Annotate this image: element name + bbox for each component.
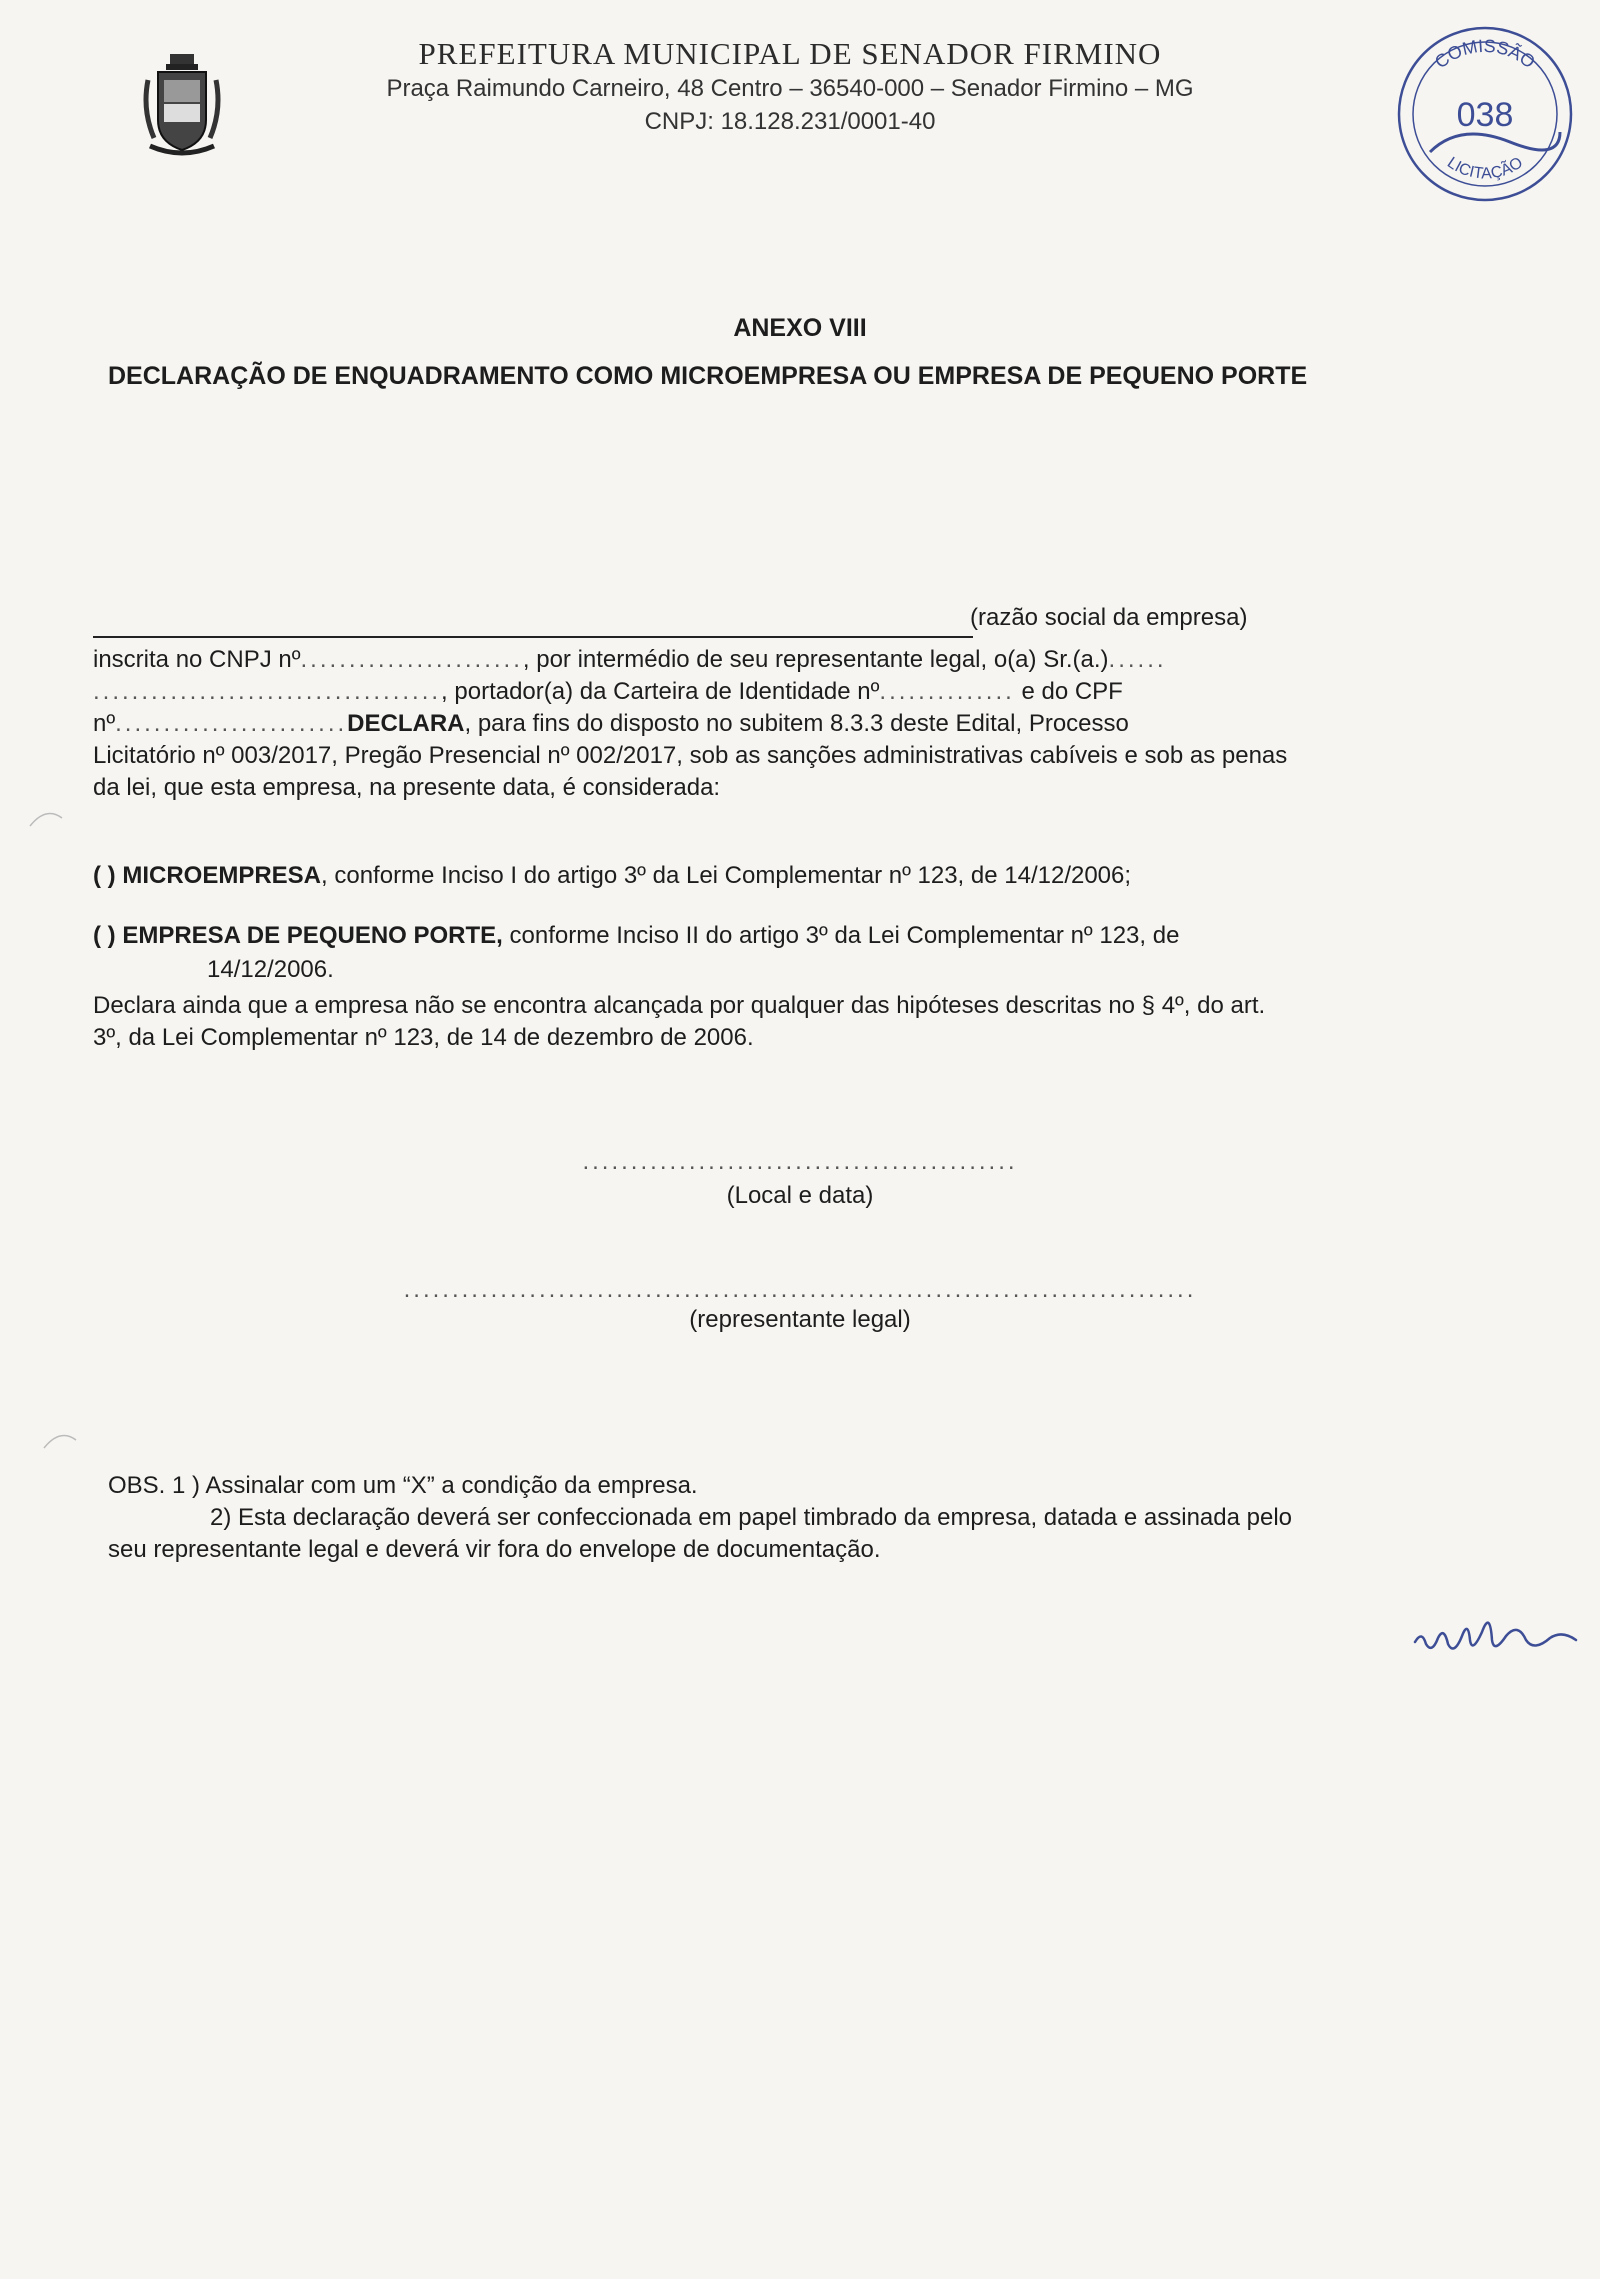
considered-text: da lei, que esta empresa, na presente data, é considerada: bbox=[93, 774, 721, 801]
microempresa-text: , conforme Inciso I do artigo 3º da Lei Complementar nº 123, de 14/12/2006; bbox=[321, 862, 1132, 889]
declaration-title: DECLARAÇÃO DE ENQUADRAMENTO COMO MICROEMPRESA OU EMPRESA DE PEQUENO PORTE bbox=[108, 362, 1308, 390]
local-data-label: (Local e data) bbox=[726, 1182, 874, 1209]
razao-social-label: (razão social da empresa) bbox=[970, 604, 1248, 631]
epp-checkbox[interactable]: ( ) bbox=[93, 922, 116, 949]
option-microempresa bbox=[93, 862, 1483, 890]
stamp-top-text: COMISSÃO bbox=[1430, 35, 1539, 73]
municipality-title: PREFEITURA MUNICIPAL DE SENADOR FIRMINO bbox=[418, 36, 1162, 71]
additional-declaration bbox=[93, 990, 1483, 1054]
declara-word: DECLARA bbox=[347, 710, 465, 737]
subitem-text: , para fins do disposto no subitem 8.3.3 deste Edital, Processo bbox=[464, 710, 1129, 737]
cpf-number-label: nº bbox=[93, 710, 116, 737]
local-data-fill-line: ............................................. bbox=[582, 1148, 1018, 1175]
cnpj-label: inscrita no CNPJ nº bbox=[93, 646, 301, 673]
representative-label: (representante legal) bbox=[689, 1306, 911, 1333]
obs-item-2: 2) Esta declaração deverá ser confeccionada em papel timbrado da empresa, datada e assinada pelo bbox=[210, 1504, 1293, 1531]
additional-text-2: 3º, da Lei Complementar nº 123, de 14 de dezembro de 2006. bbox=[93, 1024, 754, 1051]
commission-stamp bbox=[1390, 22, 1580, 202]
representative-text: , por intermédio de seu representante legal, o(a) Sr.(a.) bbox=[522, 646, 1109, 673]
declaration-paragraph: inscrita no CNPJ nº......................., por intermédio de seu representante legal, o(a) Sr.(a.)...... ...................................., portador(a) da Carteira de Identidade nº.............. e do CPF nº........................DECLARA, para fins do disposto no subitem 8.3.3 deste Edital, Processo Licitatório nº 003/2017, Pregão Presencial nº 002/2017, sob as sanções administrativas cabíveis e sob as penas da lei, que esta empresa, na presente data, é considerada: bbox=[93, 644, 1483, 804]
microempresa-label: MICROEMPRESA bbox=[122, 862, 322, 889]
epp-text: conforme Inciso II do artigo 3º da Lei Complementar nº 123, de bbox=[509, 922, 1180, 949]
razao-social-fill-line bbox=[93, 636, 973, 638]
cpf-text: e do CPF bbox=[1021, 678, 1123, 705]
hole-punch-mark-icon bbox=[26, 806, 66, 830]
municipality-address: Praça Raimundo Carneiro, 48 Centro – 36540-000 – Senador Firmino – MG bbox=[386, 75, 1194, 102]
obs-item-2-cont: seu representante legal e deverá vir fora do envelope de documentação. bbox=[108, 1536, 881, 1563]
municipal-crest-icon bbox=[140, 50, 224, 160]
stamp-number: 038 bbox=[1456, 96, 1514, 134]
letterhead bbox=[260, 36, 1320, 138]
microempresa-checkbox[interactable]: ( ) bbox=[93, 862, 116, 889]
option-epp bbox=[93, 922, 1483, 950]
epp-label: EMPRESA DE PEQUENO PORTE, bbox=[122, 922, 503, 949]
representative-fill-line: .................................................................................. bbox=[403, 1276, 1197, 1303]
additional-text-1: Declara ainda que a empresa não se encontra alcançada por qualquer das hipóteses descritas no § 4º, do art. bbox=[93, 992, 1266, 1019]
epp-date: 14/12/2006. bbox=[207, 956, 334, 983]
stamp-bottom-text: LICITAÇÃO bbox=[1444, 154, 1526, 183]
observations bbox=[108, 1470, 1498, 1566]
municipality-cnpj: CNPJ: 18.128.231/0001-40 bbox=[644, 108, 936, 135]
process-text: Licitatório nº 003/2017, Pregão Presencial nº 002/2017, sob as sanções administrativas cabíveis e sob as penas bbox=[93, 742, 1288, 769]
obs-item-1: OBS. 1 ) Assinalar com um “X” a condição da empresa. bbox=[108, 1472, 698, 1499]
annex-heading: ANEXO VIII bbox=[733, 314, 867, 342]
handwritten-initials bbox=[1410, 1600, 1580, 1660]
hole-punch-mark-icon bbox=[40, 1428, 80, 1452]
identity-text: , portador(a) da Carteira de Identidade nº bbox=[441, 678, 880, 705]
